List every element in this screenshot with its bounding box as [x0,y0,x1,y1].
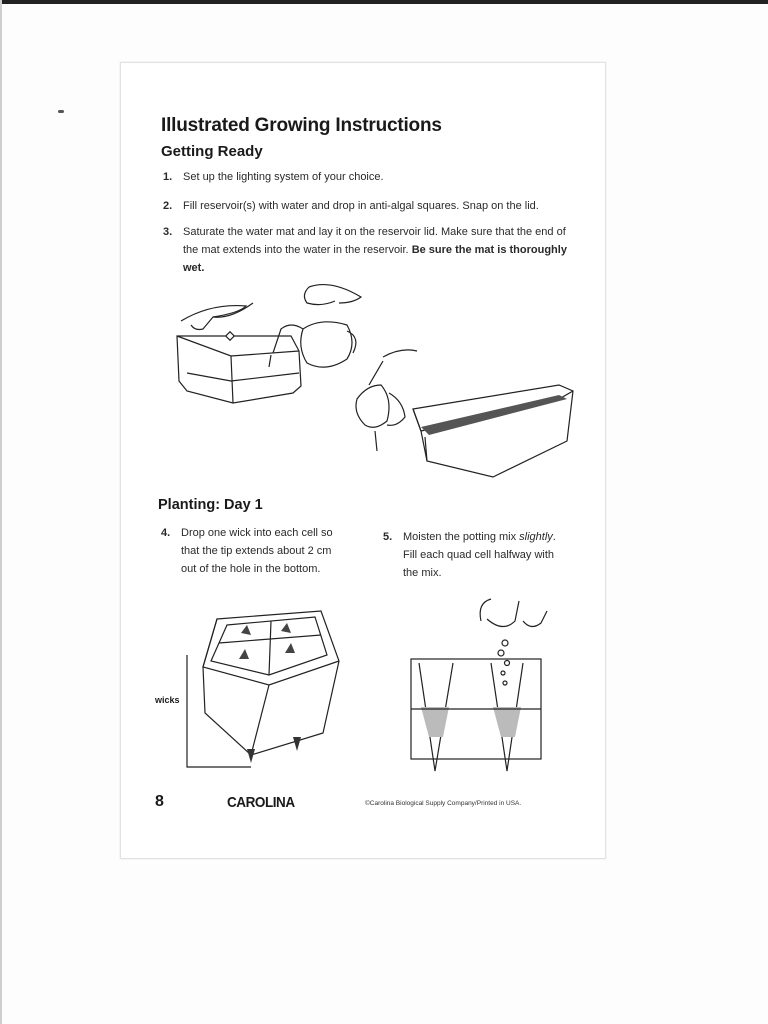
reservoir-illustration [121,281,605,521]
step-5 [383,528,573,582]
step-4 [161,524,351,578]
step-number: 4. [161,527,171,539]
carolina-logo: CAROLINA [227,794,295,811]
step-text-start: Moisten the potting mix [403,531,520,543]
step-text: Set up the lighting system of your choice. [183,171,384,183]
step-2 [163,197,539,215]
scan-top-edge [0,0,768,4]
step-3 [163,223,583,277]
instruction-page [120,62,606,859]
section-heading-getting-ready: Getting Ready [161,143,263,160]
step-text-end: . Fill each quad cell halfway with the mix. [403,531,556,579]
page-number: 8 [155,793,164,810]
step-bold-text: Be sure the mat is thoroughly wet. [183,244,567,274]
step-1 [163,168,384,186]
step-number: 1. [163,171,173,183]
scan-speck [58,110,64,113]
step-text: Drop one wick into each cell so that the tip extends about 2 cm out of the hole in the bottom. [181,527,333,575]
step-number: 5. [383,531,393,543]
quad-cell-illustration [181,603,381,773]
section-heading-planting: Planting: Day 1 [158,497,263,513]
copyright-notice: ©Carolina Biological Supply Company/Printed in USA. [365,800,522,807]
step-number: 2. [163,200,173,212]
step-italic-text: slightly [519,531,553,543]
wicks-label: wicks [155,695,180,705]
scan-left-edge [0,0,2,1024]
step-text: Fill reservoir(s) with water and drop in anti-algal squares. Snap on the lid. [183,200,539,212]
potting-mix-illustration [391,591,591,781]
step-number: 3. [163,226,173,238]
step-text: Saturate the water mat and lay it on the reservoir lid. Make sure that the end of the mat extends into the water in the reservoir. [183,226,566,256]
page-title: Illustrated Growing Instructions [161,115,442,136]
